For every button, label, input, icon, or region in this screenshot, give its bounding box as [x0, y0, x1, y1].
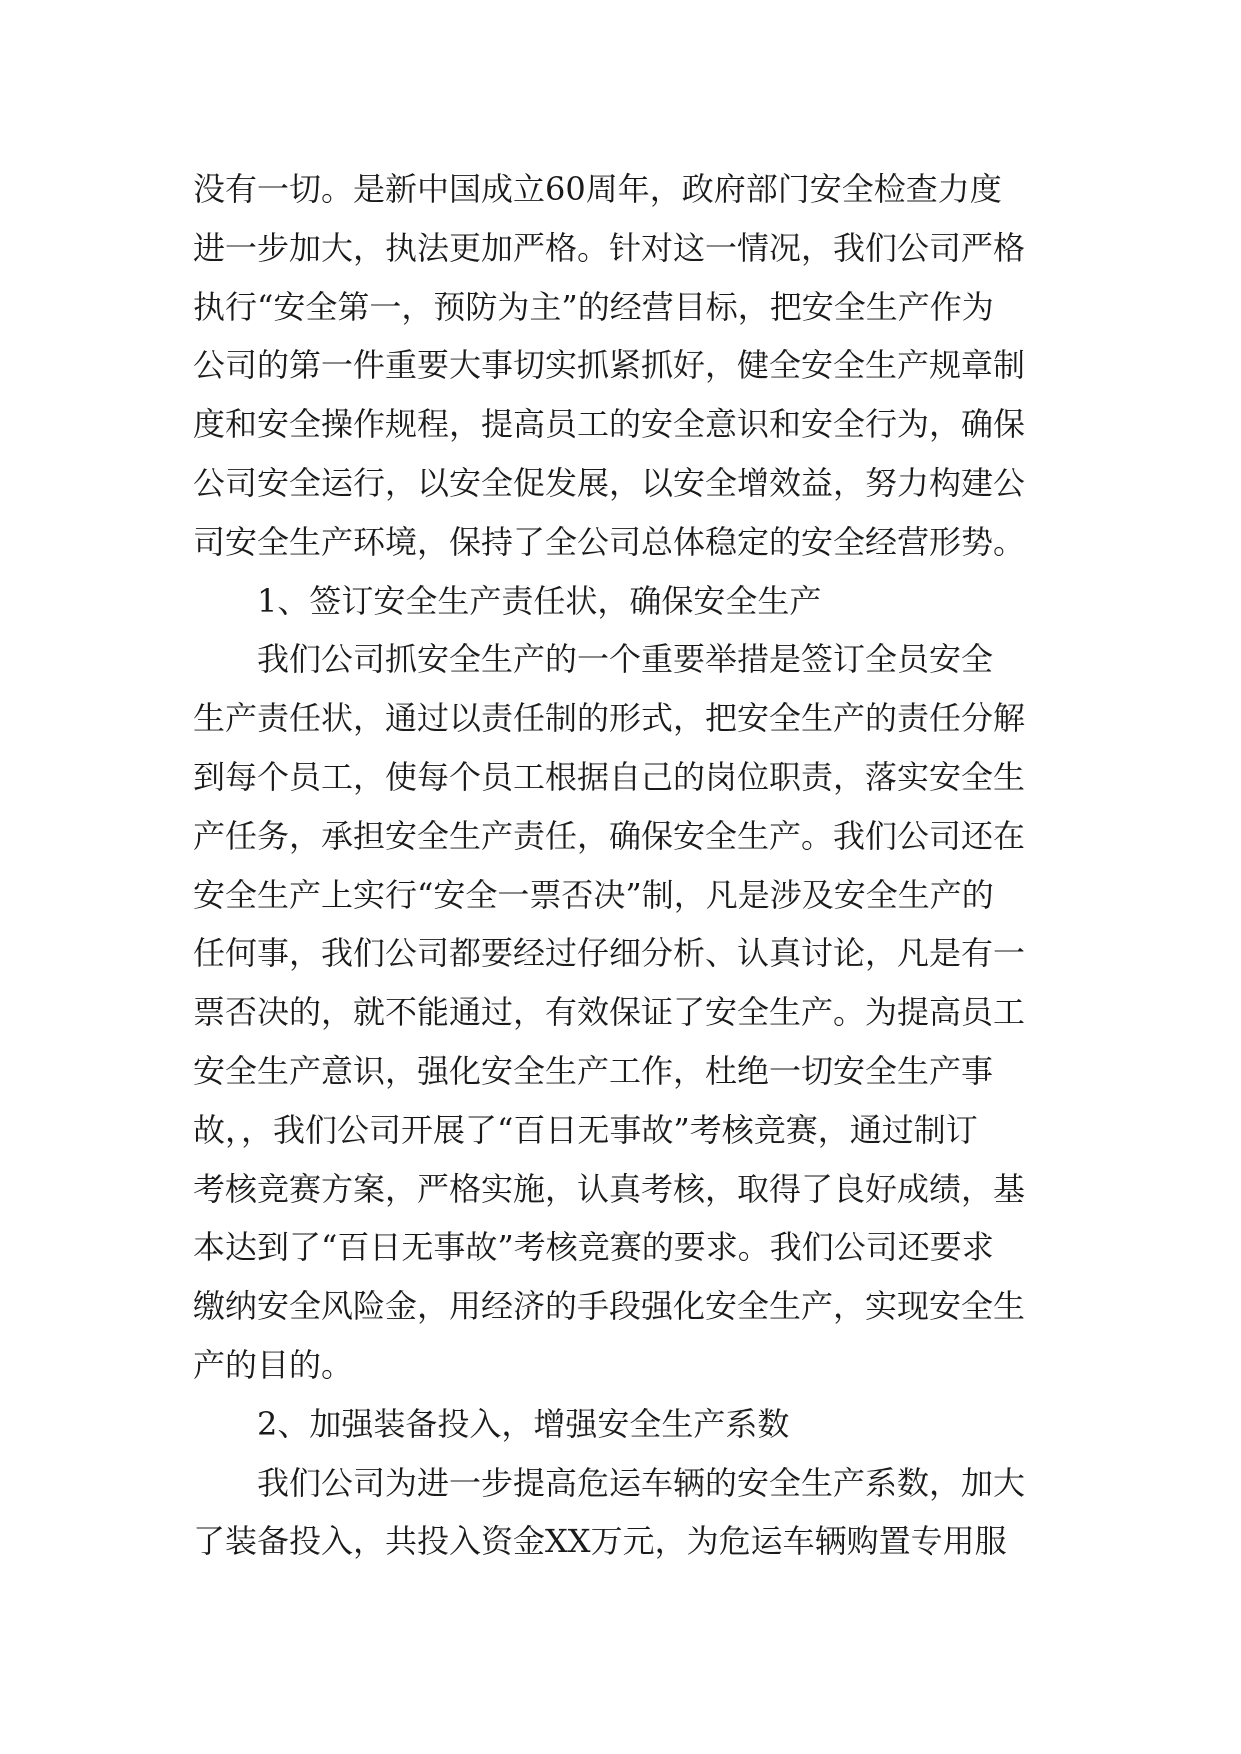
text-line: 产的目的。	[193, 1345, 354, 1384]
text-line: 没有一切。是新中国成立60周年，政府部门安全检查力度	[193, 170, 1002, 208]
text-line: 考核竞赛方案，严格实施，认真考核，取得了良好成绩，基	[193, 1169, 1026, 1208]
text-line: 执行“安全第一，预防为主”的经营目标，把安全生产作为	[193, 287, 994, 326]
text-line: 公司的第一件重要大事切实抓紧抓好，健全安全生产规章制	[193, 346, 1026, 385]
text-line: 产任务，承担安全生产责任，确保安全生产。我们公司还在	[193, 816, 1026, 855]
text-line: 公司安全运行，以安全促发展，以安全增效益，努力构建公	[193, 463, 1026, 502]
text-line: 安全生产上实行“安全一票否决”制，凡是涉及安全生产的	[193, 875, 994, 914]
text-line: 缴纳安全风险金，用经济的手段强化安全生产，实现安全生	[193, 1287, 1026, 1326]
text-line: 票否决的，就不能通过，有效保证了安全生产。为提高员工	[193, 993, 1026, 1032]
paragraph-first-line: 我们公司为进一步提高危运车辆的安全生产系数，加大	[257, 1463, 1026, 1502]
text-line: 度和安全操作规程，提高员工的安全意识和安全行为，确保	[193, 405, 1026, 444]
body-text	[193, 160, 1073, 1571]
text-line: 了装备投入，共投入资金XX万元，为危运车辆购置专用服	[193, 1522, 1007, 1561]
text-line: 安全生产意识，强化安全生产工作，杜绝一切安全生产事	[193, 1051, 994, 1090]
text-line: 司安全生产环境，保持了全公司总体稳定的安全经营形势。	[193, 522, 1026, 561]
text-line: 进一步加大，执法更加严格。针对这一情况，我们公司严格	[193, 228, 1026, 267]
paragraph-first-line: 1、签订安全生产责任状，确保安全生产	[257, 581, 822, 620]
paragraph-first-line: 我们公司抓安全生产的一个重要举措是签订全员安全	[257, 640, 994, 679]
paragraph-first-line: 2、加强装备投入，增强安全生产系数	[257, 1404, 790, 1443]
text-line: 故，，我们公司开展了“百日无事故”考核竞赛，通过制订	[193, 1110, 978, 1149]
text-line: 到每个员工，使每个员工根据自己的岗位职责，落实安全生	[193, 757, 1026, 796]
text-line: 本达到了“百日无事故”考核竞赛的要求。我们公司还要求	[193, 1228, 994, 1267]
text-line: 生产责任状，通过以责任制的形式，把安全生产的责任分解	[193, 699, 1026, 738]
text-line: 任何事，我们公司都要经过仔细分析、认真讨论，凡是有一	[193, 934, 1026, 973]
